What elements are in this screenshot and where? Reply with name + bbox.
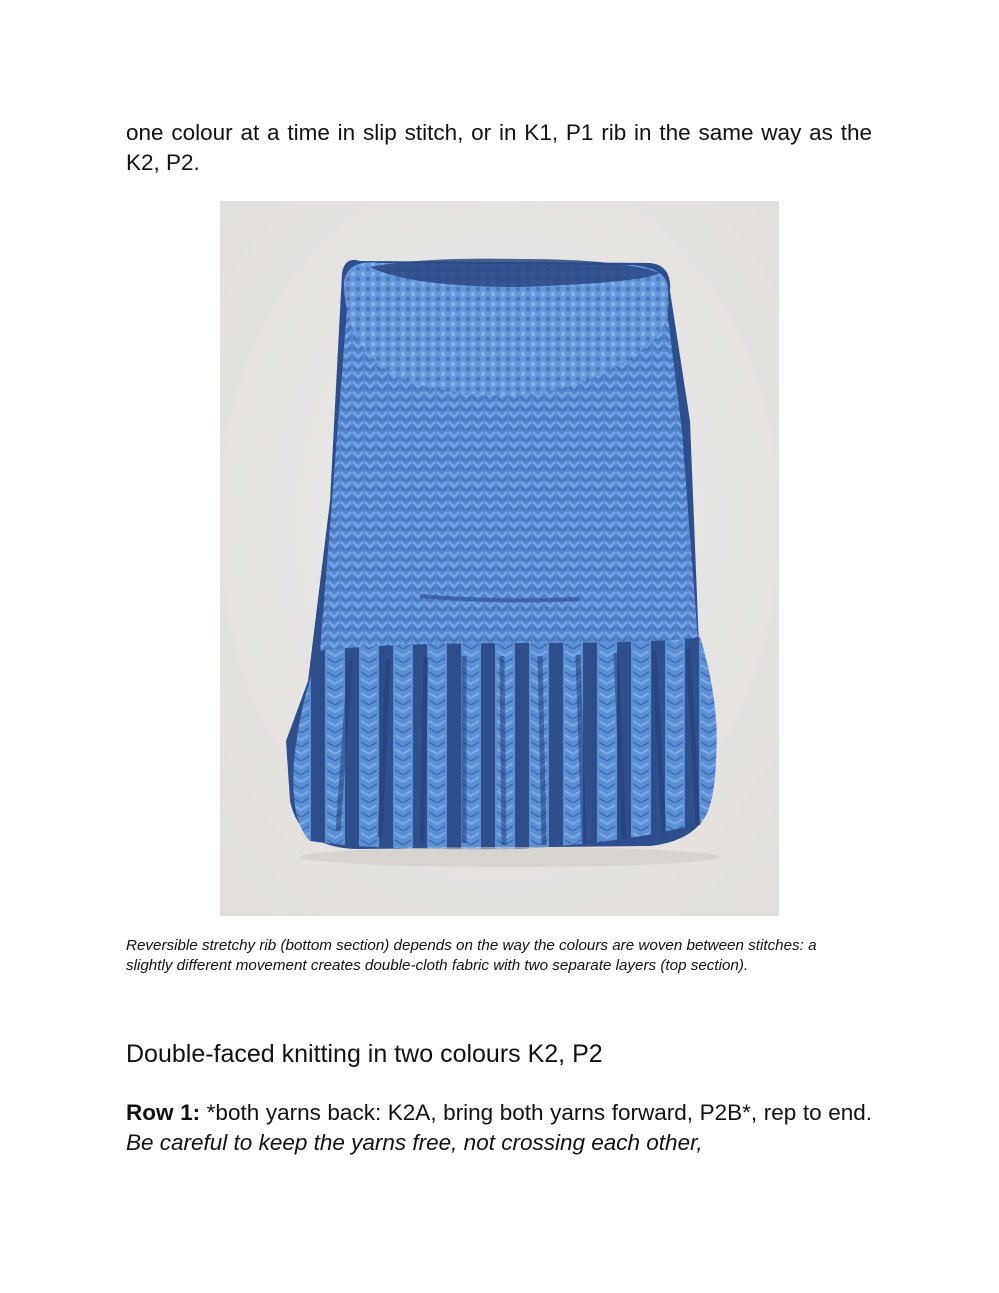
intro-paragraph: one colour at a time in slip stitch, or in K1, P1 rib in the same way as the K2, P2. — [126, 120, 872, 175]
swatch-shadow — [300, 847, 720, 867]
row1-paragraph — [126, 1098, 872, 1158]
row1-instruction: *both yarns back: K2A, bring both yarns forward, P2B*, rep to end. — [200, 1100, 872, 1125]
section-heading: Double-faced knitting in two colours K2, P2 — [126, 1040, 603, 1068]
knitted-swatch-photo — [220, 201, 779, 916]
photo-caption: Reversible stretchy rib (bottom section) depends on the way the colours are woven between stitches: a slightly different movement creates double-cloth fabric with two separate layers (top section). — [126, 937, 817, 974]
row1-label: Row 1: — [126, 1100, 201, 1125]
row1-note: Be careful to keep the yarns free, not crossing each other, — [126, 1130, 703, 1155]
